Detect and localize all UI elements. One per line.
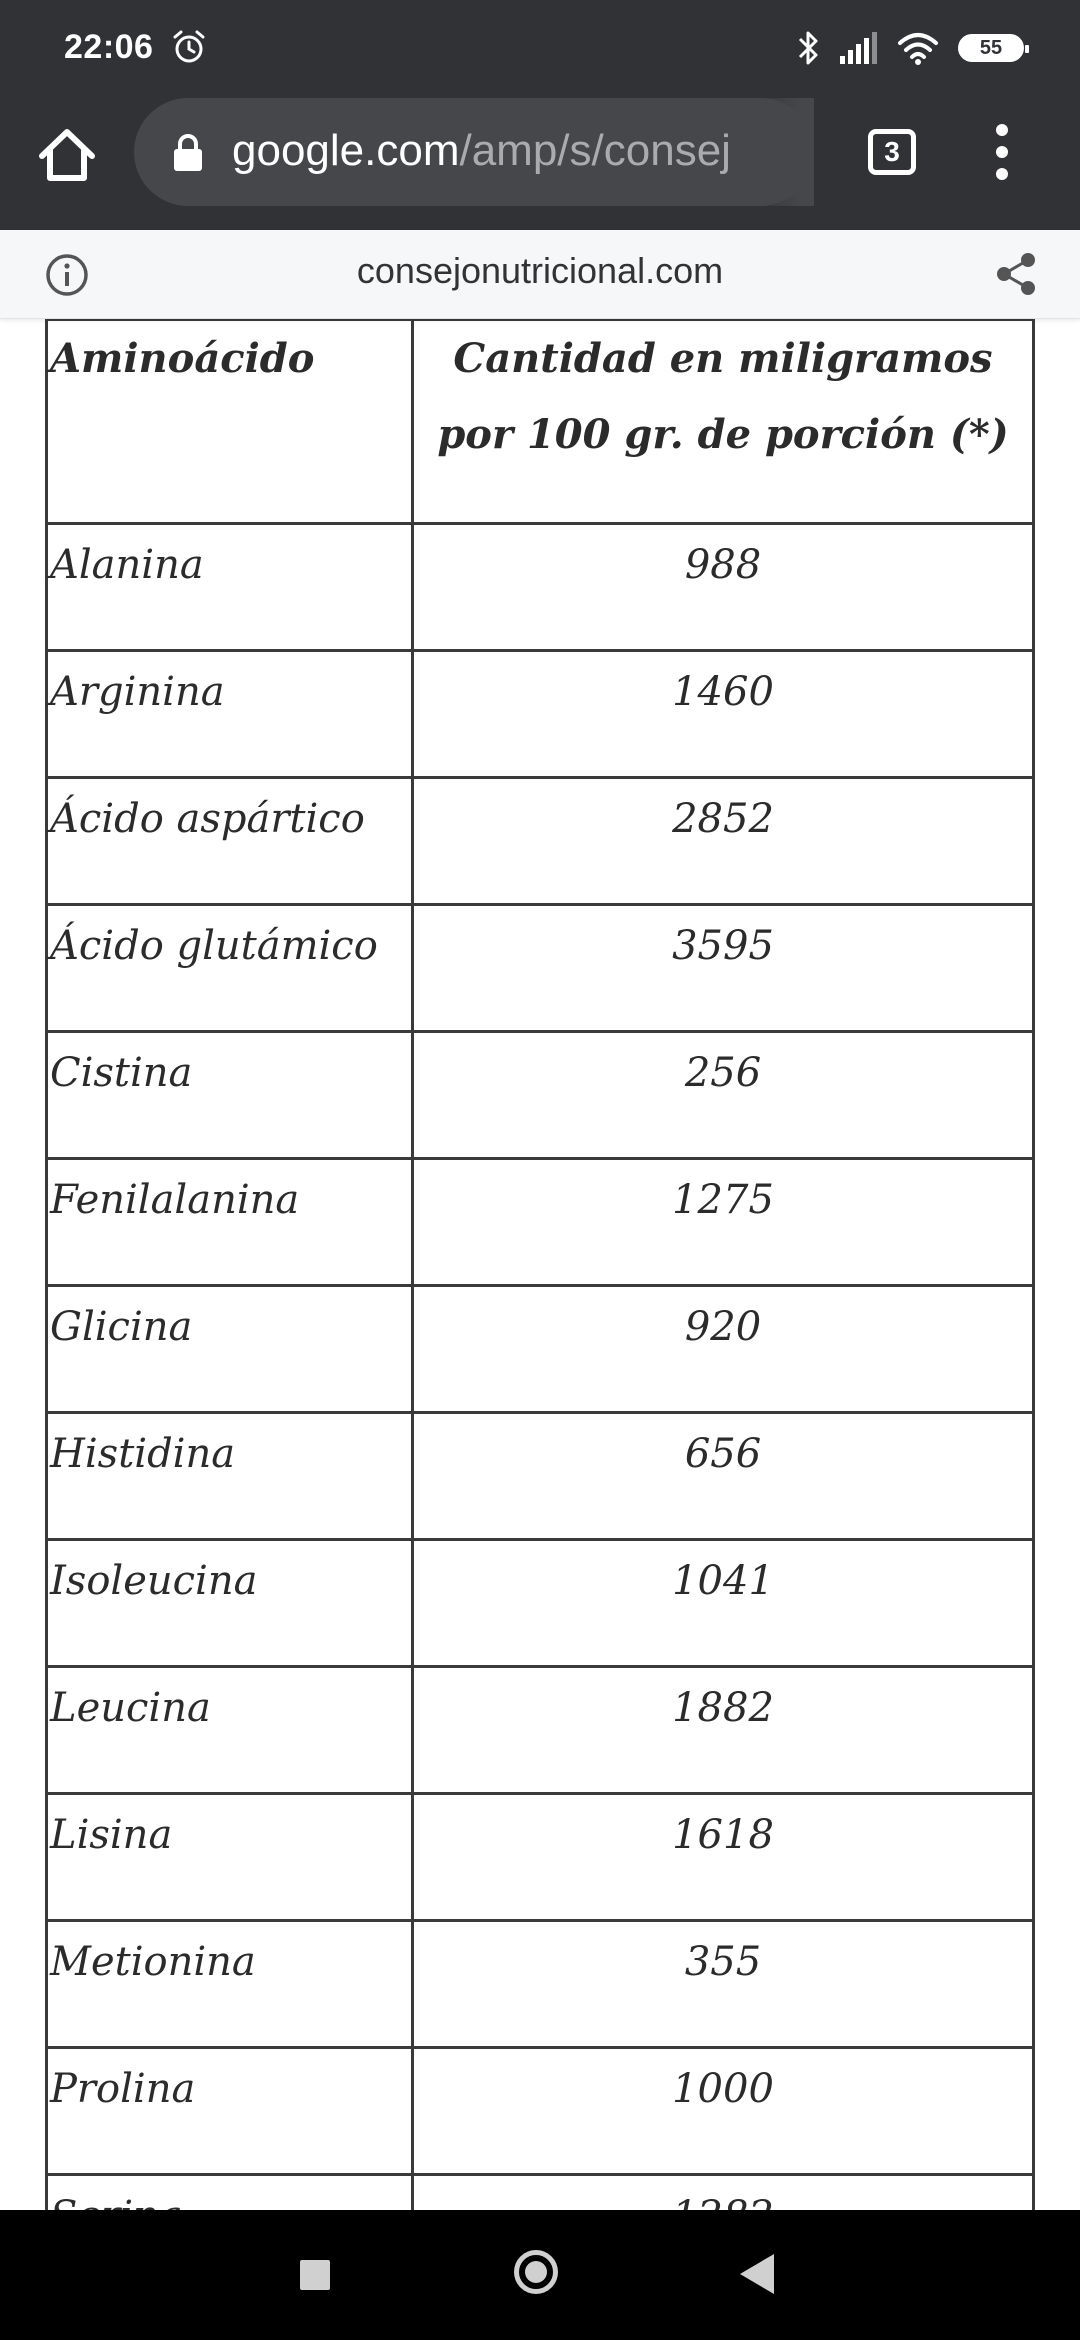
more-vert-icon[interactable] <box>986 122 1018 182</box>
table-row <box>47 1794 1034 1921</box>
url-fade <box>744 98 814 206</box>
navigation-bar <box>0 2210 1080 2340</box>
page-content[interactable] <box>0 318 1080 2210</box>
aminoacid-amount: 3595 <box>413 905 1034 1032</box>
aminoacid-amount: 1000 <box>413 2048 1034 2175</box>
aminoacid-name: Histidina <box>47 1413 413 1540</box>
aminoacid-name: Metionina <box>47 1921 413 2048</box>
aminoacid-name: Ácido aspártico <box>47 778 413 905</box>
table-row <box>47 1032 1034 1159</box>
aminoacid-amount: 1041 <box>413 1540 1034 1667</box>
aminoacid-name: Cistina <box>47 1032 413 1159</box>
table-row <box>47 905 1034 1032</box>
circle-home-icon[interactable] <box>514 2250 558 2294</box>
alarm-clock-icon <box>170 28 208 66</box>
table-row <box>47 2048 1034 2175</box>
page-domain: consejonutricional.com <box>356 250 724 291</box>
url-text <box>232 126 731 176</box>
aminoacid-name: Arginina <box>47 651 413 778</box>
table-header-row <box>47 320 1034 524</box>
aminoacid-name: Leucina <box>47 1667 413 1794</box>
aminoacid-name: Lisina <box>47 1794 413 1921</box>
menu-dot <box>996 146 1008 158</box>
aminoacid-amount: 256 <box>413 1032 1034 1159</box>
aminoacid-name: Glicina <box>47 1286 413 1413</box>
bluetooth-icon <box>796 29 820 67</box>
share-icon[interactable] <box>994 250 1038 298</box>
aminoacid-name: Alanina <box>47 524 413 651</box>
aminoacid-amount: 355 <box>413 1921 1034 2048</box>
tab-count: 3 <box>884 136 900 167</box>
amp-header <box>0 230 1080 319</box>
table-row <box>47 1286 1034 1413</box>
status-bar <box>0 0 1080 96</box>
aminoacid-name: Isoleucina <box>47 1540 413 1667</box>
aminoacid-amount: 1460 <box>413 651 1034 778</box>
battery-level: 55 <box>979 36 1003 59</box>
table-row <box>47 1667 1034 1794</box>
browser-toolbar <box>0 96 1080 230</box>
address-bar[interactable] <box>134 98 814 206</box>
wifi-icon <box>896 31 940 65</box>
aminoacid-amount: 2852 <box>413 778 1034 905</box>
signal-bars-icon <box>838 32 878 64</box>
amino-acid-table <box>45 318 1035 2303</box>
menu-dot <box>996 124 1008 136</box>
url-host: google.com <box>232 126 460 175</box>
url-path: /amp/s/consej <box>459 126 731 175</box>
header-cantidad: Cantidad en miligramos por 100 gr. de porción (*) <box>413 320 1034 524</box>
aminoacid-amount: 920 <box>413 1286 1034 1413</box>
triangle-back-icon[interactable] <box>740 2254 774 2294</box>
aminoacid-name: Prolina <box>47 2048 413 2175</box>
table-row <box>47 651 1034 778</box>
aminoacid-name: Ácido glutámico <box>47 905 413 1032</box>
clock: 22:06 <box>64 28 154 66</box>
battery-indicator <box>958 34 1024 62</box>
table-row <box>47 778 1034 905</box>
table-row <box>47 1159 1034 1286</box>
table-body <box>47 524 1034 2302</box>
table-row <box>47 1921 1034 2048</box>
menu-dot <box>996 168 1008 180</box>
lock-icon <box>172 132 204 172</box>
tab-switcher-button[interactable] <box>868 129 916 175</box>
aminoacid-amount: 656 <box>413 1413 1034 1540</box>
table-row <box>47 1413 1034 1540</box>
aminoacid-amount: 988 <box>413 524 1034 651</box>
square-recents-icon[interactable] <box>300 2260 330 2290</box>
table-row <box>47 1540 1034 1667</box>
aminoacid-amount: 1882 <box>413 1667 1034 1794</box>
home-icon[interactable] <box>34 122 100 188</box>
aminoacid-name: Fenilalanina <box>47 1159 413 1286</box>
aminoacid-amount: 1618 <box>413 1794 1034 1921</box>
aminoacid-amount: 1275 <box>413 1159 1034 1286</box>
table-row <box>47 524 1034 651</box>
header-aminoacido: Aminoácido <box>47 320 413 524</box>
